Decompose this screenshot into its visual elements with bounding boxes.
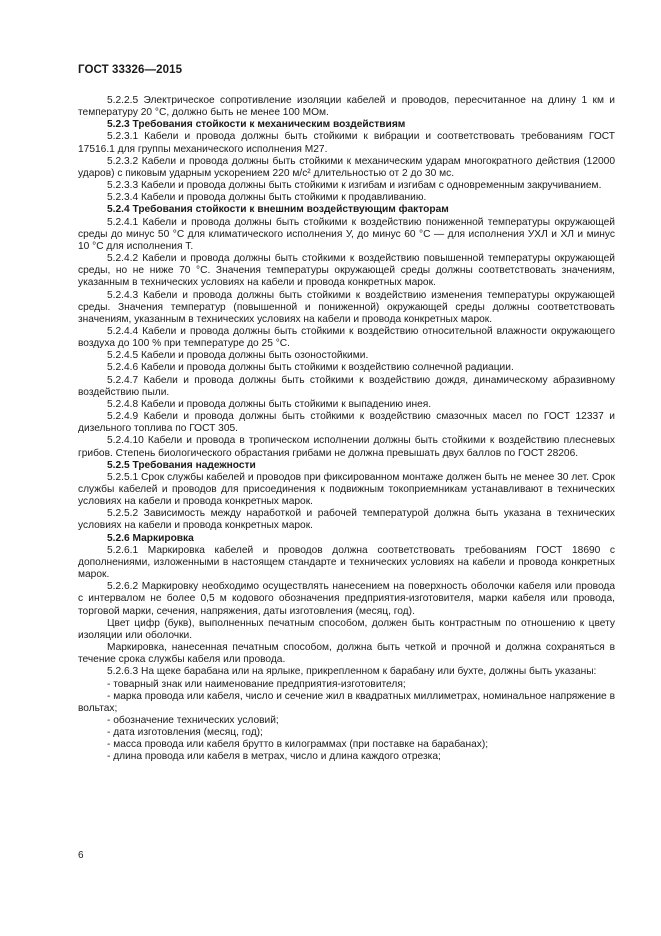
body-paragraph: Маркировка, нанесенная печатным способом, должна быть четкой и прочной и должна сохраняться в течение срока службы кабеля или провода. [78, 642, 615, 666]
body-paragraph: 5.2.6.1 Маркировка кабелей и проводов должна соответствовать требованиям ГОСТ 18690 с дополнениями, изложенными в настоящем стандарте и технических условиях на кабели и провода конкретных марок. [78, 544, 615, 581]
body-paragraph: 5.2.4.3 Кабели и провода должны быть стойкими к воздействию изменения температуры окружающей среды. Значения температур (повышенной и пониженной) окружающей среды должны соответствовать значениям, указанным в технических условиях на кабели и провода конкретных марок. [78, 289, 615, 325]
list-item: - товарный знак или наименование предприятия-изготовителя; [107, 678, 406, 690]
body-paragraph: 5.2.3.3 Кабели и провода должны быть стойкими к изгибам и изгибам с одновременным закручиванием. [107, 180, 602, 192]
document-header: ГОСТ 33326—2015 [78, 64, 183, 76]
document-body [78, 95, 615, 764]
body-paragraph: 5.2.4.2 Кабели и провода должны быть стойкими к воздействию повышенной температуры окружающей среды, но не ниже 70 °С. Значения температуры окружающей среды должны соответствовать значениям, указанным в технических условиях на кабели и провода конкретных марок. [78, 253, 615, 289]
page-number: 6 [78, 850, 84, 861]
section-heading: 5.2.3 Требования стойкости к механическим воздействиям [107, 119, 406, 131]
section-heading: 5.2.4 Требования стойкости к внешним воздействующим факторам [107, 204, 449, 216]
body-paragraph: 5.2.4.4 Кабели и провода должны быть стойкими к воздействию относительной влажности окружающего воздуха до 100 % при температуре до 25 °С. [78, 325, 615, 350]
body-paragraph: 5.2.4.6 Кабели и провода должны быть стойкими к воздействию солнечной радиации. [107, 362, 514, 374]
body-paragraph: 5.2.6.2 Маркировку необходимо осуществлять нанесением на поверхность оболочки кабеля или провода с интервалом не более 0,5 м кодового обозначения предприятия-изготовителя, марки кабеля или провода, торговой марки, сечения, напряжения, даты изготовления (месяц, год). [78, 581, 615, 617]
body-paragraph: 5.2.2.5 Электрическое сопротивление изоляции кабелей и проводов, пересчитанное на длину 1 км и температуру 20 °С, должно быть не менее 100 МОм. [78, 95, 615, 119]
body-paragraph: 5.2.3.2 Кабели и провода должны быть стойкими к механическим ударам многократного действия (12000 ударов) с пиковым ударным ускорением 220 м/с² длительностью от 2 до 30 мс. [78, 155, 615, 179]
list-item: - масса провода или кабеля брутто в килограммах (при поставке на барабанах); [107, 739, 489, 751]
body-paragraph: 5.2.3.4 Кабели и провода должны быть стойкими к продавливанию. [107, 192, 427, 204]
body-paragraph: 5.2.4.7 Кабели и провода должны быть стойкими к воздействию дождя, динамическому абразивному воздействию пыли. [78, 374, 615, 398]
list-item: - обозначение технических условий; [107, 714, 279, 726]
body-paragraph: 5.2.4.1 Кабели и провода должны быть стойкими к воздействию пониженной температуры окружающей среды до минус 50 °С для климатического исполнения У, до минус 60 °С — для исполнения УХЛ и ХЛ и минус 10 °С для исполнения Т. [78, 216, 615, 252]
body-paragraph: Цвет цифр (букв), выполненных печатным способом, должен быть контрастным по отношению к цвету изоляции или оболочки. [78, 617, 615, 641]
body-paragraph: 5.2.4.10 Кабели и провода в тропическом исполнении должны быть стойкими к воздействию плесневых грибов. Степень биологического обрастания грибами не должна превышать двух баллов по ГОСТ 28206. [78, 435, 615, 459]
body-paragraph: 5.2.3.1 Кабели и провода должны быть стойкими к вибрации и соответствовать требованиям ГОСТ 17516.1 для группы механического исполнения М27. [78, 131, 615, 155]
list-item: - марка провода или кабеля, число и сечение жил в квадратных миллиметрах, номинальное напряжение в вольтах; [78, 690, 615, 714]
body-paragraph: 5.2.4.9 Кабели и провода должны быть стойкими к воздействию смазочных масел по ГОСТ 12337 и дизельного топлива по ГОСТ 305. [78, 411, 615, 435]
list-item: - дата изготовления (месяц, год); [107, 727, 263, 739]
body-paragraph: 5.2.5.2 Зависимость между наработкой и рабочей температурой должна быть указана в технических условиях на кабели и провода конкретных марок. [78, 508, 615, 532]
body-paragraph: 5.2.4.5 Кабели и провода должны быть озоностойкими. [107, 350, 369, 362]
body-paragraph: 5.2.4.8 Кабели и провода должны быть стойкими к выпадению инея. [107, 398, 432, 410]
body-paragraph: 5.2.6.3 На щеке барабана или на ярлыке, прикрепленном к барабану или бухте, должны быть указаны: [107, 666, 597, 678]
section-heading: 5.2.5 Требования надежности [107, 459, 256, 471]
list-item: - длина провода или кабеля в метрах, число и длина каждого отрезка; [107, 751, 441, 763]
body-paragraph: 5.2.5.1 Срок службы кабелей и проводов при фиксированном монтаже должен быть не менее 30 лет. Срок службы кабелей и проводов для присоединения к подвижным токоприемникам устанавливают в технических условиях на кабели и провода конкретных марок. [78, 471, 615, 508]
section-heading: 5.2.6 Маркировка [107, 532, 194, 544]
